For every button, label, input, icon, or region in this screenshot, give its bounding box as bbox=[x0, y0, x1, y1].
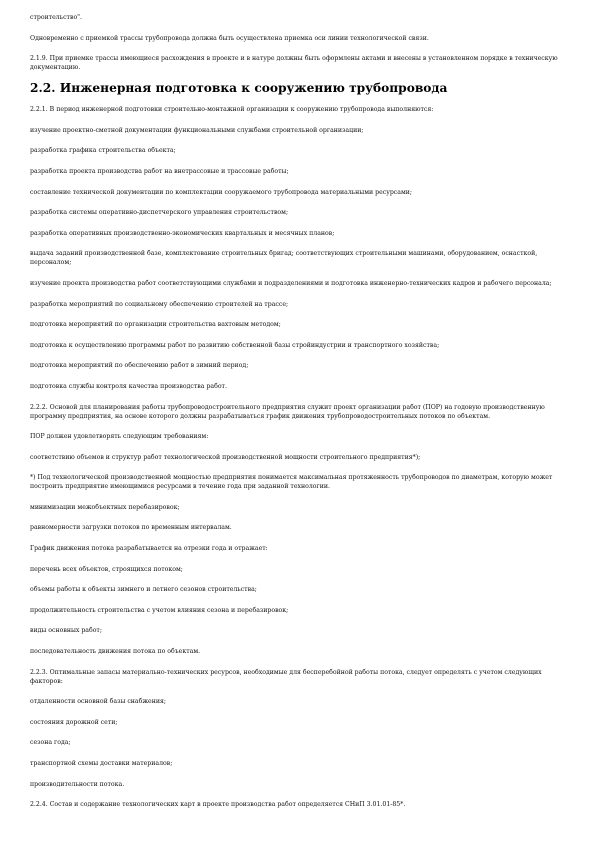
list-item: производительности потока. bbox=[30, 780, 125, 788]
list-item: последовательность движения потока по объектам. bbox=[30, 648, 201, 656]
list-item: подготовка службы контроля качества производства работ. bbox=[30, 382, 227, 390]
paragraph: 2.2.3. Оптимальные запасы материально-технических ресурсов, необходимые для бесперебойной работы потока, следует определять с учетом следующих факторов: bbox=[30, 668, 542, 685]
list-item: виды основных работ; bbox=[30, 627, 102, 635]
list-item: перечень всех объектов, строящихся потоком; bbox=[30, 565, 183, 573]
list-item: разработка мероприятий по социальному обеспечению строителей на трассе; bbox=[30, 300, 289, 308]
list-item: транспортной схемы доставки материалов; bbox=[30, 760, 173, 767]
paragraph: строительство". bbox=[30, 14, 82, 21]
list-item: состояния дорожной сети; bbox=[30, 718, 118, 726]
list-item: разработка графика строительства объекта; bbox=[30, 147, 176, 155]
section-heading: 2.2. Инженерная подготовка к сооружению трубопровода bbox=[30, 81, 448, 96]
paragraph: 2.2.1. В период инженерной подготовки строительно-монтажной организации к сооружению трубопровода выполняются: bbox=[30, 106, 434, 114]
paragraph: 2.1.9. При приемке трассы имеющиеся расхождения в проекте и в натуре должны быть оформлены актами и внесены в установленном порядке в техническую документацию. bbox=[30, 55, 558, 72]
list-item: сезона года; bbox=[30, 739, 71, 747]
list-item: отдаленности основной базы снабжения; bbox=[30, 698, 166, 706]
footnote: *) Под технологической производственной мощностью предприятия понимается максимальная протяженность трубопроводов по диаметрам, которую может построить предприятие имеющимися ресурсами в течение года при заданной технологии. bbox=[30, 474, 553, 491]
list-item: соответствию объемов и структур работ технологической производственной мощности строительного предприятия*); bbox=[30, 453, 421, 461]
paragraph: 2.2.4. Состав и содержание технологических карт в проекте производства работ определяется СНиП 3.01.01-85*. bbox=[30, 801, 406, 809]
list-item: равномерности загрузки потоков по временным интервалам. bbox=[30, 524, 232, 532]
list-item: разработка проекта производства работ на внетрассовые и трассовые работы; bbox=[30, 167, 289, 175]
list-item: разработка системы оперативно-диспетчерского управления строительством; bbox=[30, 209, 289, 217]
list-item: минимизации межобъектных перебазировок; bbox=[30, 503, 180, 511]
list-item: объемы работы к объекты зимнего и летнего сезонов строительства; bbox=[30, 586, 257, 594]
list-item: изучение проектно-сметной документации функциональными службами строительной организации; bbox=[30, 126, 364, 134]
list-item: разработка оперативных производственно-экономических квартальных и месячных планов; bbox=[30, 229, 335, 237]
list-item: продолжительность строительства с учетом влияния сезона и перебазировок; bbox=[30, 606, 289, 614]
list-item: подготовка к осуществлению программы работ по развитию собственной базы стройиндустрии и транспортного хозяйства; bbox=[30, 341, 440, 349]
paragraph: График движения потока разрабатывается на отрезки года и отражает: bbox=[30, 545, 268, 553]
list-item: составление технической документации по комплектации сооружаемого трубопровода материальными ресурсами; bbox=[30, 188, 412, 196]
list-item: выдача заданий производственной базе, комплектование строительных бригад; соответствующих строительными машинами, оборудованием, оснасткой, персоналом; bbox=[30, 250, 538, 267]
document-body bbox=[30, 13, 570, 821]
list-item: подготовка мероприятий по обеспечению работ в зимний период; bbox=[30, 362, 249, 370]
list-item: изучение проекта производства работ соответствующими службами и подразделениями и подготовка инженерно-технических кадров и рабочего персонала; bbox=[30, 279, 552, 287]
paragraph: ПОР должен удовлетворять следующим требованиям: bbox=[30, 433, 209, 441]
paragraph: 2.2.2. Основой для планирования работы трубопроводостроительного предприятия служит проект организации работ (ПОР) на годовую производственную программу предприятия, на основе которого должны разрабатываться график движения трубопроводостроительных потоков по объектам. bbox=[30, 403, 545, 420]
paragraph: Одновременно с приемкой трассы трубопровода должна быть осуществлена приемка оси линии технологической связи. bbox=[30, 34, 429, 42]
list-item: подготовка мероприятий по организации строительства вахтовым методом; bbox=[30, 321, 281, 329]
